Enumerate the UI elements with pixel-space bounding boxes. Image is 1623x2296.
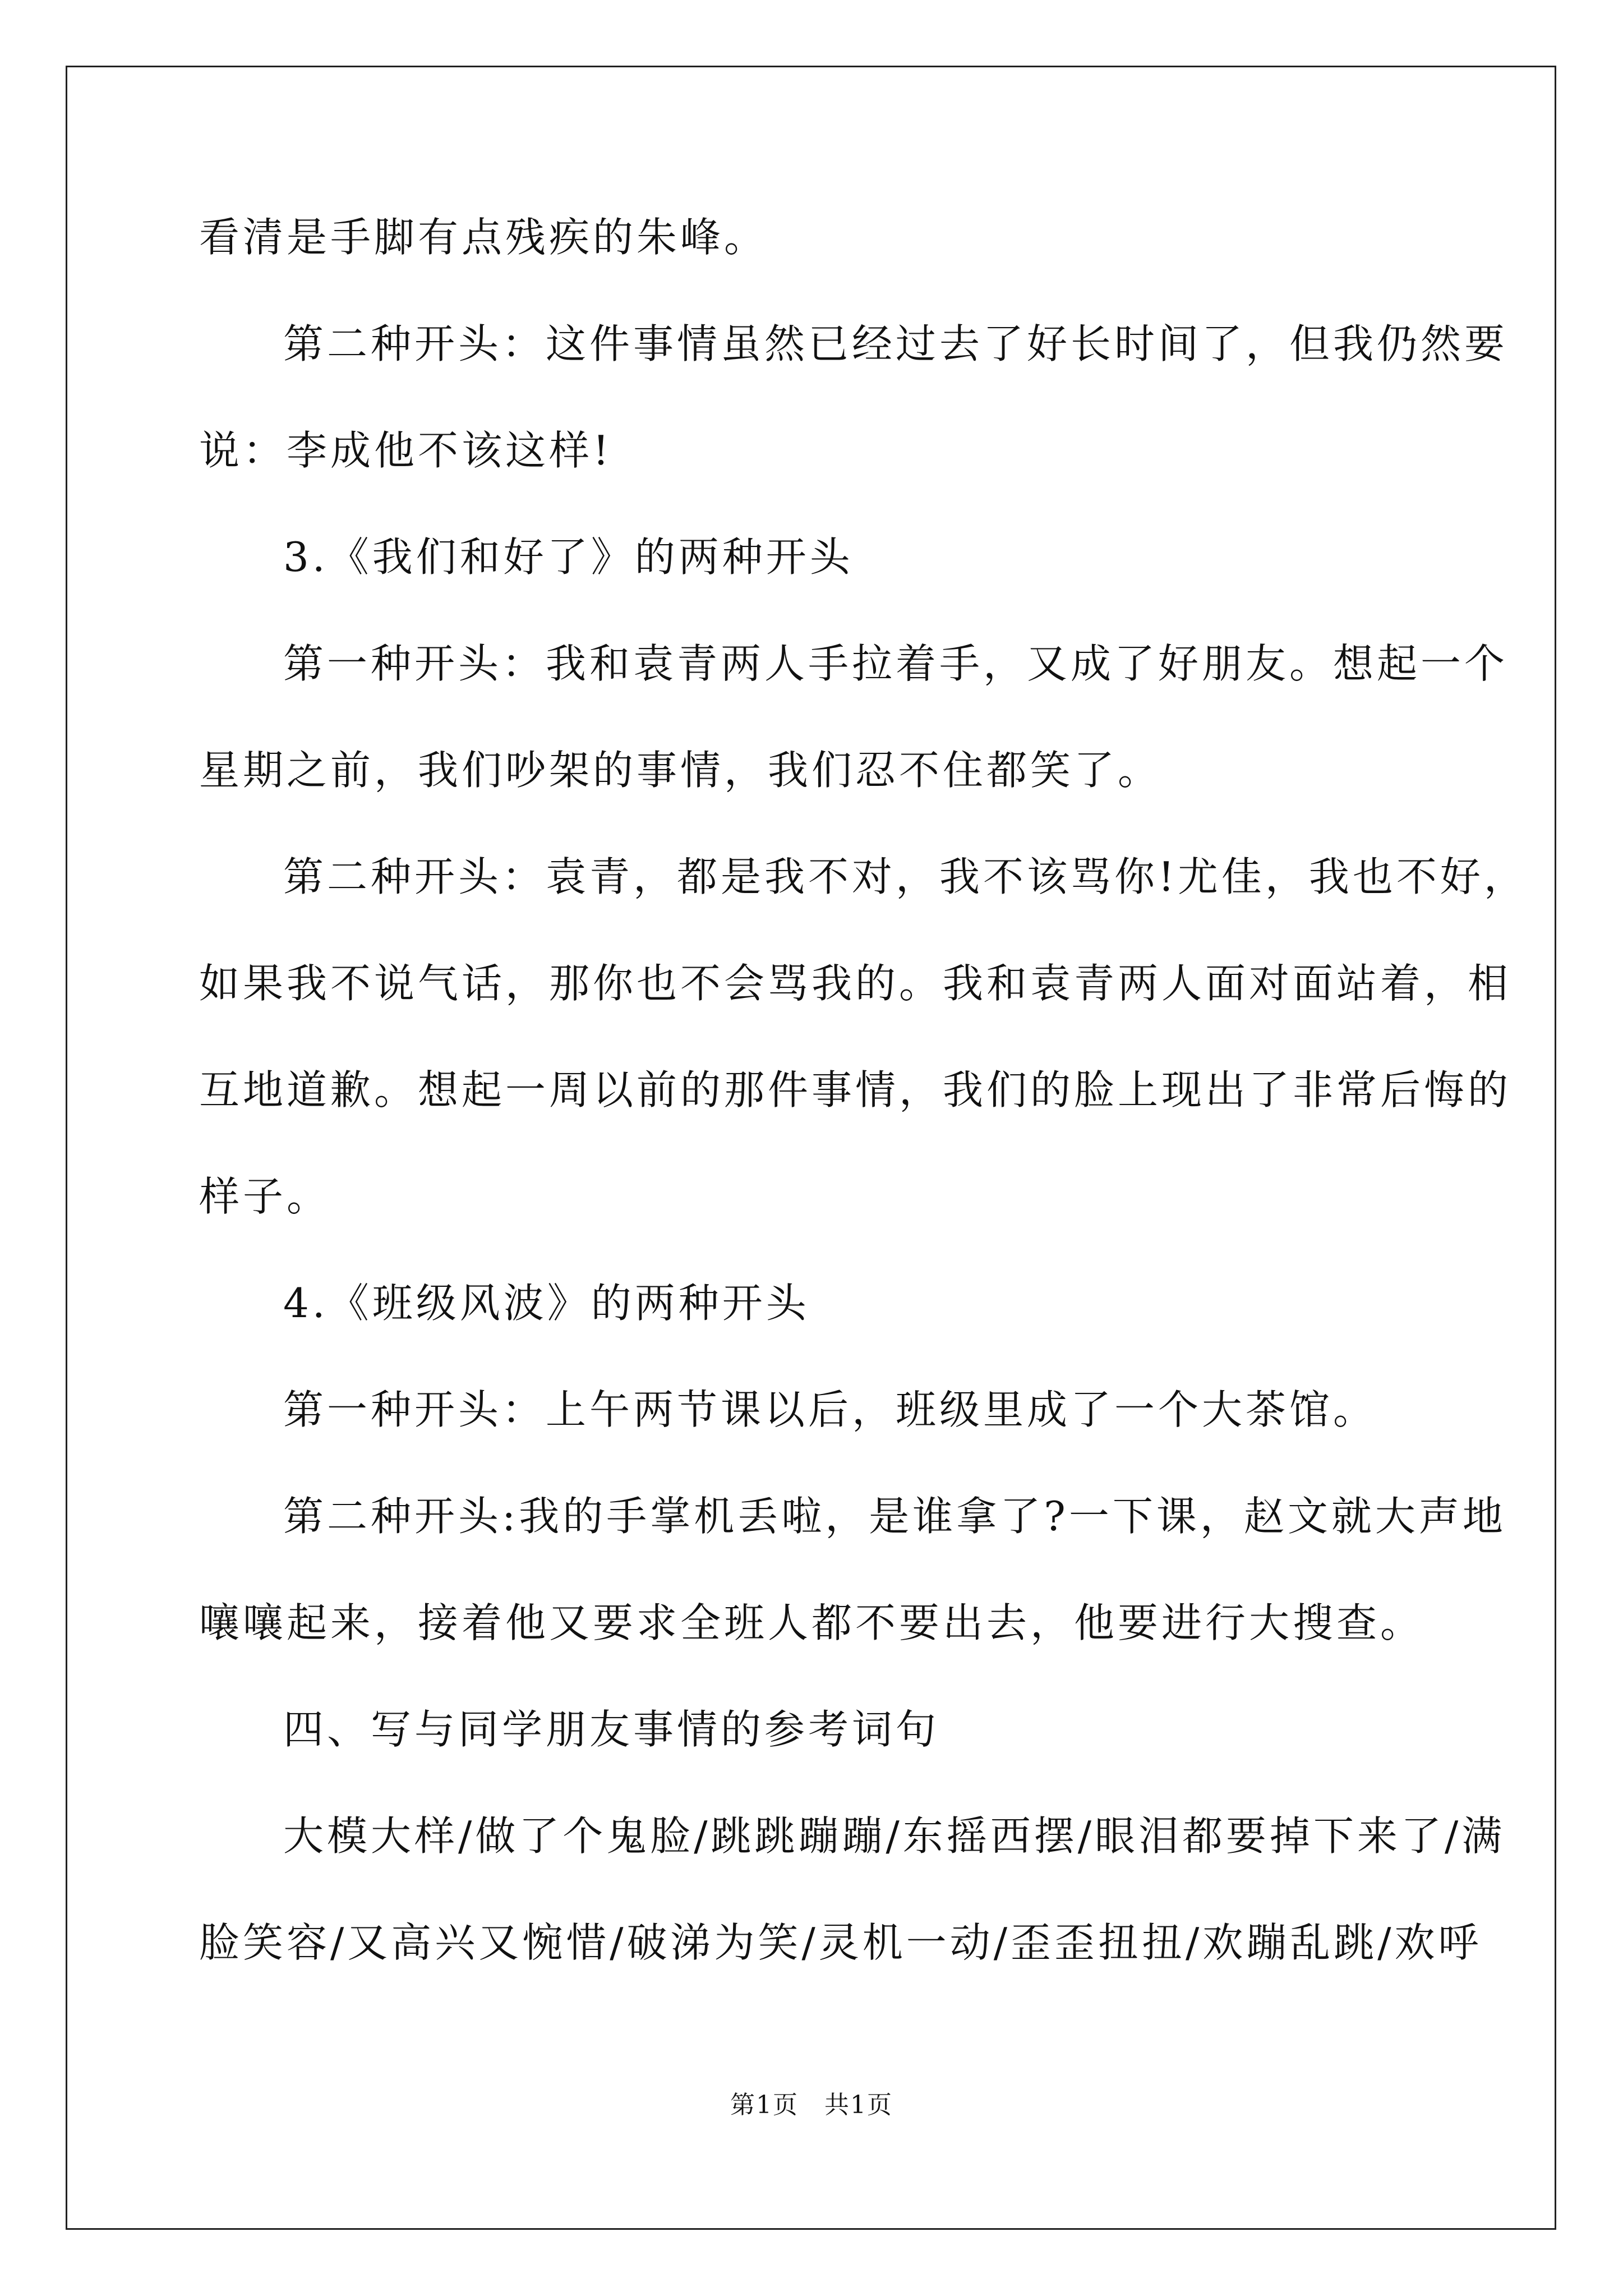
page-border: [66, 66, 1556, 2230]
text-line: 互地道歉。想起一周以前的那件事情，我们的脸上现出了非常后悔的: [199, 1066, 1512, 1114]
text-line: 样子。: [199, 1173, 331, 1220]
text-line: 第二种开头：这件事情虽然已经过去了好长时间了，但我仍然要: [283, 320, 1509, 367]
text-line: 第一种开头：上午两节课以后，班级里成了一个大茶馆。: [283, 1386, 1377, 1433]
text-line: 大模大样/做了个鬼脸/跳跳蹦蹦/东摇西摆/眼泪都要掉下来了/满: [283, 1812, 1506, 1860]
text-line: 说：李成他不该这样!: [199, 427, 612, 474]
text-line: 看清是手脚有点残疾的朱峰。: [199, 214, 768, 261]
text-line: 第二种开头：袁青，都是我不对，我不该骂你!尤佳，我也不好，: [283, 853, 1528, 900]
text-line: 如果我不说气话，那你也不会骂我的。我和袁青两人面对面站着，相: [199, 960, 1512, 1007]
text-line: 第一种开头：我和袁青两人手拉着手，又成了好朋友。想起一个: [283, 640, 1509, 687]
text-line: 嚷嚷起来，接着他又要求全班人都不要出去，他要进行大搜查。: [199, 1599, 1424, 1646]
section-heading: 四、写与同学朋友事情的参考词句: [283, 1706, 940, 1753]
section-heading: 4.《班级风波》的两种开头: [283, 1280, 810, 1327]
section-heading: 3.《我们和好了》的两种开头: [283, 533, 854, 581]
page-number-footer: 第1页 共1页: [730, 2091, 893, 2119]
text-line: 第二种开头:我的手掌机丢啦，是谁拿了?一下课，赵文就大声地: [283, 1493, 1506, 1540]
text-line: 脸笑容/又高兴又惋惜/破涕为笑/灵机一动/歪歪扭扭/欢蹦乱跳/欢呼: [199, 1919, 1482, 1966]
text-line: 星期之前，我们吵架的事情，我们忍不住都笑了。: [199, 747, 1162, 794]
